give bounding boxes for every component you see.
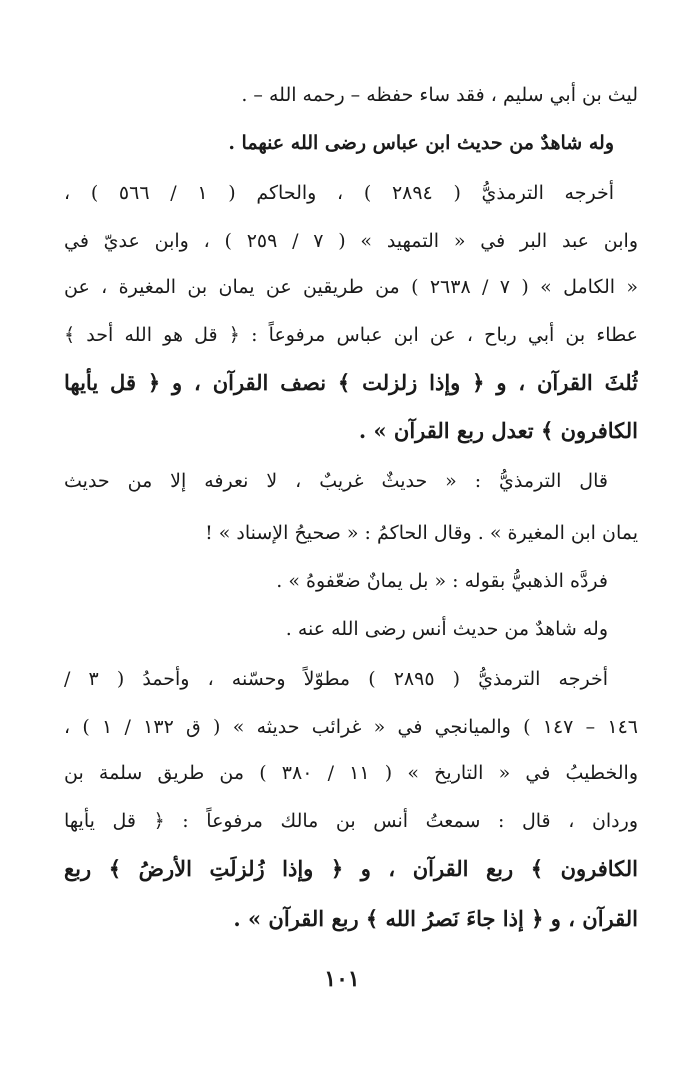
text-line-3: أخرجه الترمذيُّ ( ٢٨٩٤ ) ، والحاكم ( ١ / ٥٦٦ ) ، — [64, 182, 614, 204]
text-line-6: عطاء بن أبي رباح ، عن ابن عباس مرفوعاً : ﴿ قل هو الله أحد ﴾ — [64, 324, 638, 346]
page-number: ١٠١ — [324, 966, 360, 992]
text-line-16: وردان ، قال : سمعتُ أنس بن مالك مرفوعاً : ﴿ قل يأيها — [64, 810, 638, 832]
text-line-17: الكافرون ﴾ ربع القرآن ، و ﴿ وإذا زُلزلَتِ الأرضُ ﴾ ربع — [64, 856, 638, 881]
text-line-13: أخرجه الترمذيُّ ( ٢٨٩٥ ) مطوّلاً وحسّنه ، وأحمدُ ( ٣ / — [64, 668, 608, 690]
text-line-12: وله شاهدٌ من حديث أنس رضى الله عنه . — [285, 618, 608, 640]
text-line-8: الكافرون ﴾ تعدل ربع القرآن » . — [358, 418, 638, 443]
text-line-9: قال الترمذيُّ : « حديثٌ غريبٌ ، لا نعرفه إلا من حديث — [64, 470, 608, 492]
text-line-4: وابن عبد البر في « التمهيد » ( ٧ / ٢٥٩ ) ، وابن عديّ في — [64, 230, 638, 252]
text-line-2: وله شاهدٌ من حديث ابن عباس رضى الله عنهما . — [228, 132, 614, 154]
text-line-5: « الكامل » ( ٧ / ٢٦٣٨ ) من طريقين عن يمان بن المغيرة ، عن — [64, 276, 638, 298]
text-line-18: القرآن ، و ﴿ إذا جاءَ نَصرُ الله ﴾ ربع القرآن » . — [233, 906, 638, 931]
text-line-10: يمان ابن المغيرة » . وقال الحاكمُ : « صحيحُ الإسناد » ! — [205, 522, 638, 544]
text-line-15: والخطيبُ في « التاريخ » ( ١١ / ٣٨٠ ) من طريق سلمة بن — [64, 762, 638, 784]
text-line-7: ثُلثَ القرآن ، و ﴿ وإذا زلزلت ﴾ نصف القرآن ، و ﴿ قل يأيها — [64, 370, 638, 395]
text-line-1: ليث بن أبي سليم ، فقد ساء حفظه – رحمه الله – . — [241, 84, 638, 106]
text-line-11: فردَّه الذهبيُّ بقوله : « بل يمانٌ ضعّفوهُ » . — [276, 570, 608, 592]
text-line-14: ١٤٦ – ١٤٧ ) والميانجي في « غرائب حديثه » ( ق ١٣٢ / ١ ) ، — [64, 716, 638, 738]
